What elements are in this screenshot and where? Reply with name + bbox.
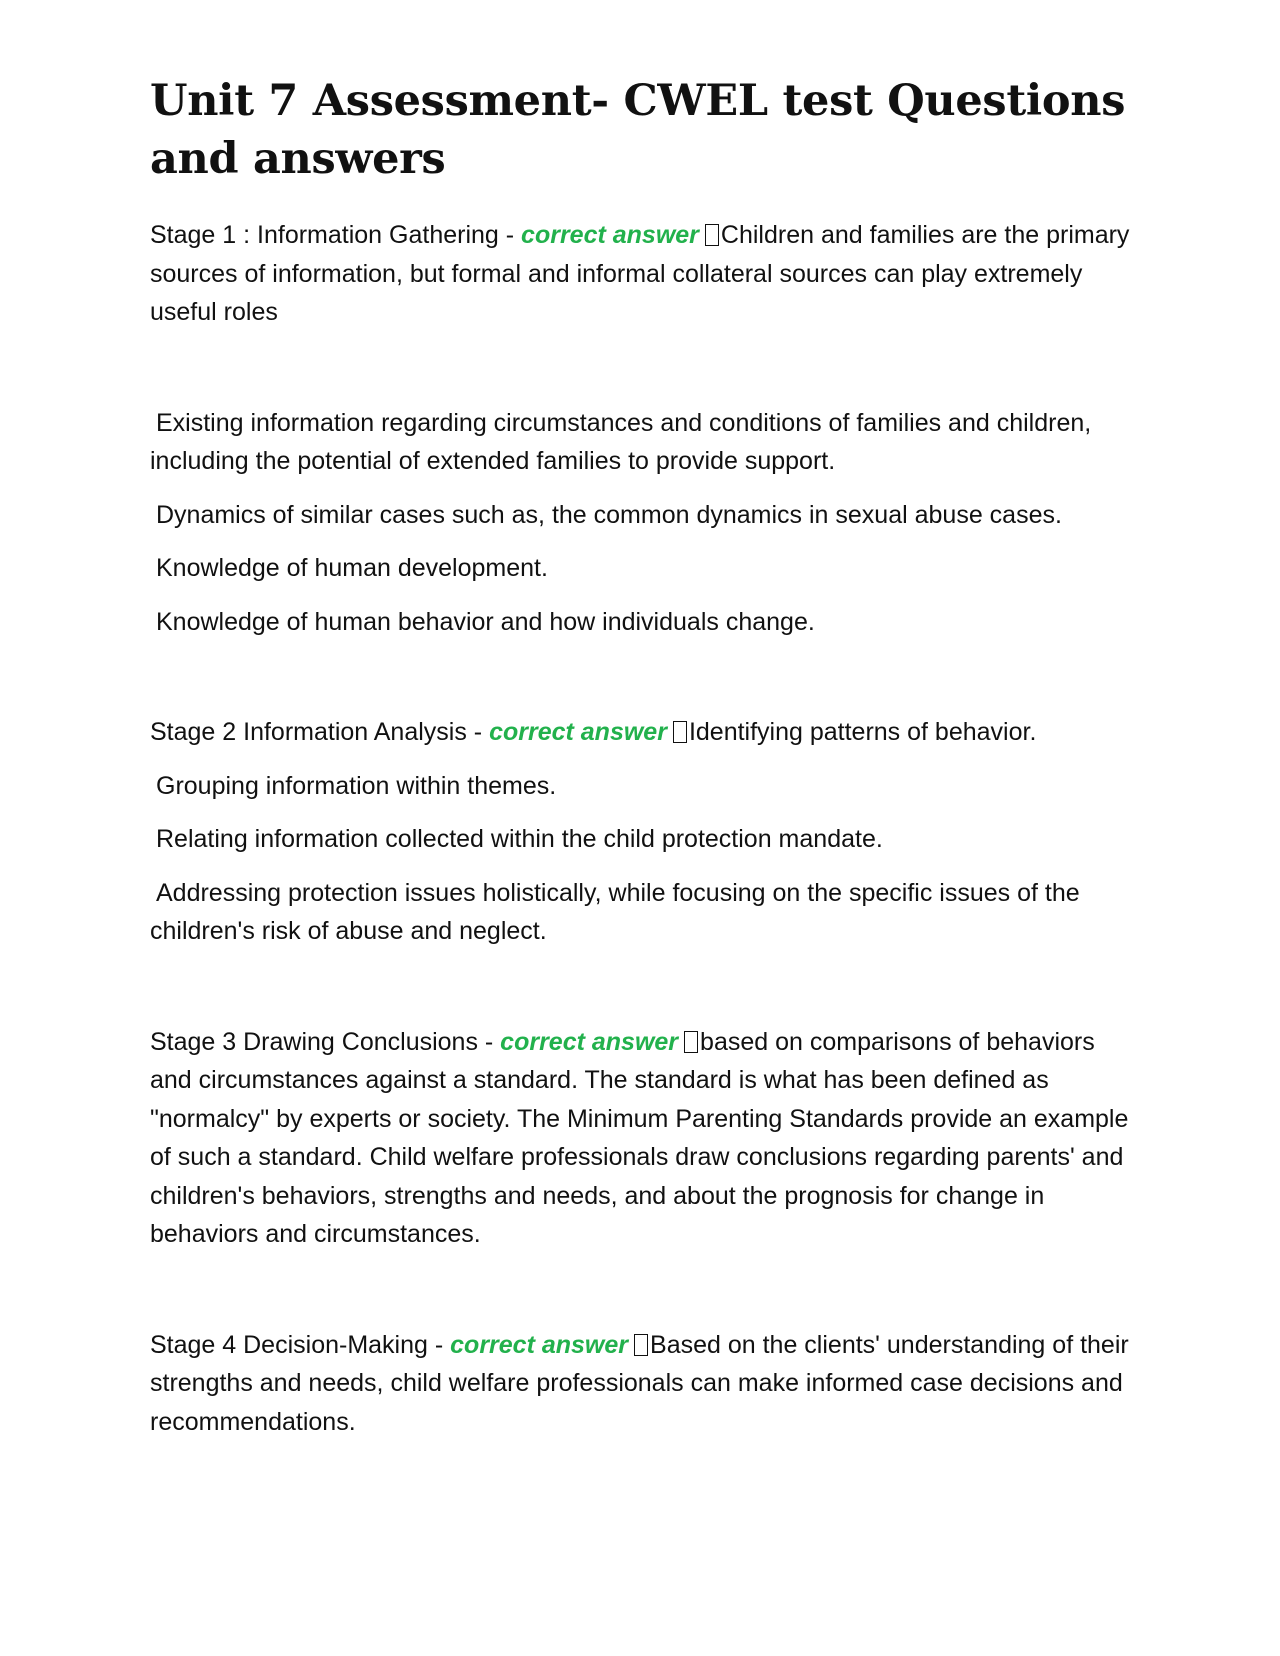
stage-2-question: Stage 2 Information Analysis - (150, 718, 490, 746)
stage-1-entry (150, 216, 1130, 332)
stage-1-question: Stage 1 : Information Gathering - (150, 221, 522, 249)
stage-4-entry (150, 1326, 1130, 1442)
stage-2-answer: Identifying patterns of behavior. (688, 718, 1037, 746)
document-page (150, 72, 1130, 1441)
stage-2-entry (150, 713, 1130, 752)
missing-glyph-icon (673, 721, 687, 743)
stage-3-answer: based on comparisons of behaviors and circumstances against a standard. The standard is what has been defined as "normalcy" by experts or society. The Minimum Parenting Standards provide an example of such a standard. Child welfare professionals draw conclusions regarding parents' and children's behaviors, strengths and needs, and about the prognosis for change in behaviors and circumstances. (150, 1027, 1129, 1248)
document-title: Unit 7 Assessment- CWEL test Questions and answers (150, 76, 1126, 184)
correct-answer-label: correct answer (450, 1330, 629, 1359)
stage-2-point: Addressing protection issues holistically, while focusing on the specific issues of the children's risk of abuse and neglect. (150, 878, 1080, 945)
stage-1-answer: Children and families are the primary sources of information, but formal and informal collateral sources can play extremely useful roles (150, 221, 1130, 326)
stage-3-question: Stage 3 Drawing Conclusions - (150, 1027, 501, 1056)
stage-3-entry (150, 1023, 1130, 1254)
correct-answer-label: correct answer (489, 718, 667, 746)
correct-answer-label: correct answer (521, 221, 699, 249)
correct-answer-label: correct answer (500, 1027, 679, 1056)
stage-2-point: Relating information collected within the child protection mandate. (156, 825, 883, 853)
stage-2-point: Grouping information within themes. (156, 771, 557, 800)
missing-glyph-icon (705, 224, 719, 246)
stage-1-point: Dynamics of similar cases such as, the common dynamics in sexual abuse cases. (156, 500, 1062, 529)
stage-1-point: Knowledge of human development. (156, 554, 548, 582)
missing-glyph-icon (684, 1031, 698, 1053)
stage-4-answer: Based on the clients' understanding of their strengths and needs, child welfare professionals can make informed case decisions and recommendations. (150, 1330, 1129, 1436)
stage-1-point: Knowledge of human behavior and how individuals change. (156, 607, 815, 636)
missing-glyph-icon (634, 1334, 648, 1356)
stage-4-question: Stage 4 Decision-Making - (150, 1330, 451, 1359)
stage-1-point: Existing information regarding circumstances and conditions of families and children, including the potential of extended families to provide support. (150, 408, 1092, 475)
